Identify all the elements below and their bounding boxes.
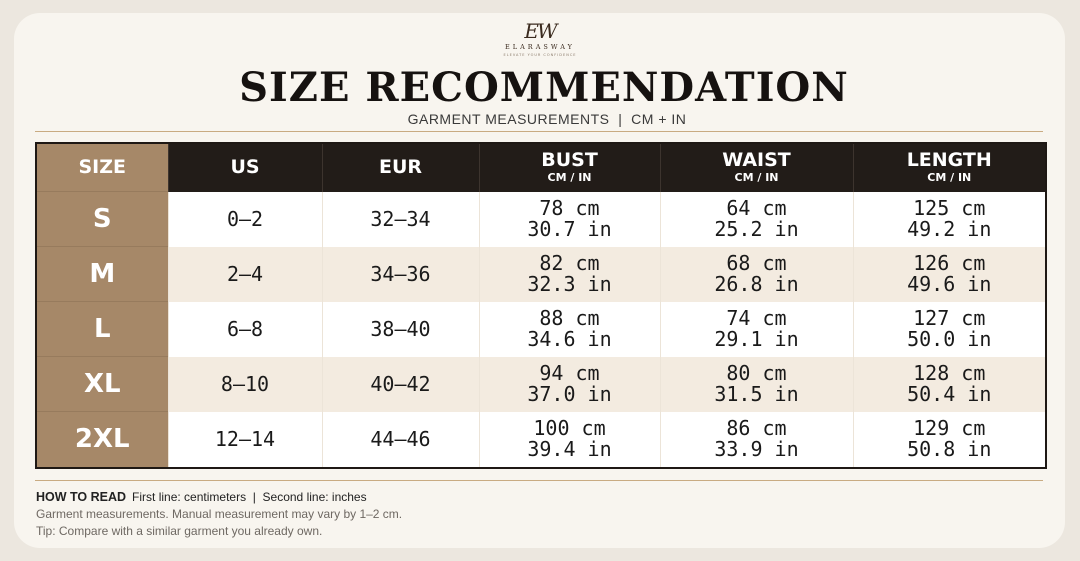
bust-cell: 88 cm 34.6 in: [479, 302, 660, 357]
us-cell: 2–4: [168, 247, 322, 302]
divider-bottom: [35, 480, 1043, 481]
length-cell: 125 cm 49.2 in: [853, 192, 1046, 247]
header-us: US: [168, 143, 322, 192]
bust-cell: 100 cm 39.4 in: [479, 412, 660, 468]
header-waist: WAIST CM / IN: [660, 143, 853, 192]
header-length: LENGTH CM / IN: [853, 143, 1046, 192]
size-cell: L: [36, 302, 168, 357]
header-bust: BUST CM / IN: [479, 143, 660, 192]
waist-cell: 80 cm 31.5 in: [660, 357, 853, 412]
page-title: SIZE RECOMMENDATION: [239, 64, 849, 111]
length-cell: 127 cm 50.0 in: [853, 302, 1046, 357]
divider-top: [35, 131, 1043, 132]
header-bust-unit: CM / IN: [547, 170, 592, 184]
table-row: [36, 302, 1046, 357]
length-cell: 128 cm 50.4 in: [853, 357, 1046, 412]
size-cell: 2XL: [36, 412, 168, 468]
size-table: [35, 142, 1047, 469]
us-cell: 8–10: [168, 357, 322, 412]
table-header-row: [36, 143, 1046, 192]
bust-cell: 82 cm 32.3 in: [479, 247, 660, 302]
us-cell: 6–8: [168, 302, 322, 357]
waist-cell: 68 cm 26.8 in: [660, 247, 853, 302]
length-cell: 126 cm 49.6 in: [853, 247, 1046, 302]
eur-cell: 38–40: [322, 302, 479, 357]
notes-line-1: [36, 489, 402, 506]
size-cell: XL: [36, 357, 168, 412]
brand-name: ELARASWAY: [505, 43, 575, 51]
length-cell: 129 cm 50.8 in: [853, 412, 1046, 468]
table-row: [36, 357, 1046, 412]
notes-line-2: Garment measurements. Manual measurement may vary by 1–2 cm.: [36, 507, 403, 521]
brand-tagline: ELEVATE YOUR CONFIDENCE: [503, 53, 577, 57]
table-row: [36, 247, 1046, 302]
header-eur: EUR: [322, 143, 479, 192]
size-cell: S: [36, 192, 168, 247]
waist-cell: 64 cm 25.2 in: [660, 192, 853, 247]
eur-cell: 34–36: [322, 247, 479, 302]
header-waist-unit: CM / IN: [734, 170, 779, 184]
eur-cell: 40–42: [322, 357, 479, 412]
header-length-unit: CM / IN: [927, 170, 972, 184]
brand-logo: [0, 20, 1080, 58]
notes-first-line: First line: centimeters | Second line: inches: [132, 490, 367, 504]
size-cell: M: [36, 247, 168, 302]
notes-label: HOW TO READ: [36, 490, 127, 504]
eur-cell: 44–46: [322, 412, 479, 468]
table-row: [36, 192, 1046, 247]
page-subtitle: GARMENT MEASUREMENTS | CM + IN: [407, 111, 687, 127]
table-row: [36, 412, 1046, 468]
waist-cell: 74 cm 29.1 in: [660, 302, 853, 357]
eur-cell: 32–34: [322, 192, 479, 247]
notes-line-3: Tip: Compare with a similar garment you already own.: [36, 524, 323, 538]
us-cell: 12–14: [168, 412, 322, 468]
header-size: SIZE: [36, 143, 168, 192]
bust-cell: 94 cm 37.0 in: [479, 357, 660, 412]
us-cell: 0–2: [168, 192, 322, 247]
brand-monogram: EW: [524, 19, 556, 43]
reading-notes: [36, 489, 402, 540]
bust-cell: 78 cm 30.7 in: [479, 192, 660, 247]
waist-cell: 86 cm 33.9 in: [660, 412, 853, 468]
